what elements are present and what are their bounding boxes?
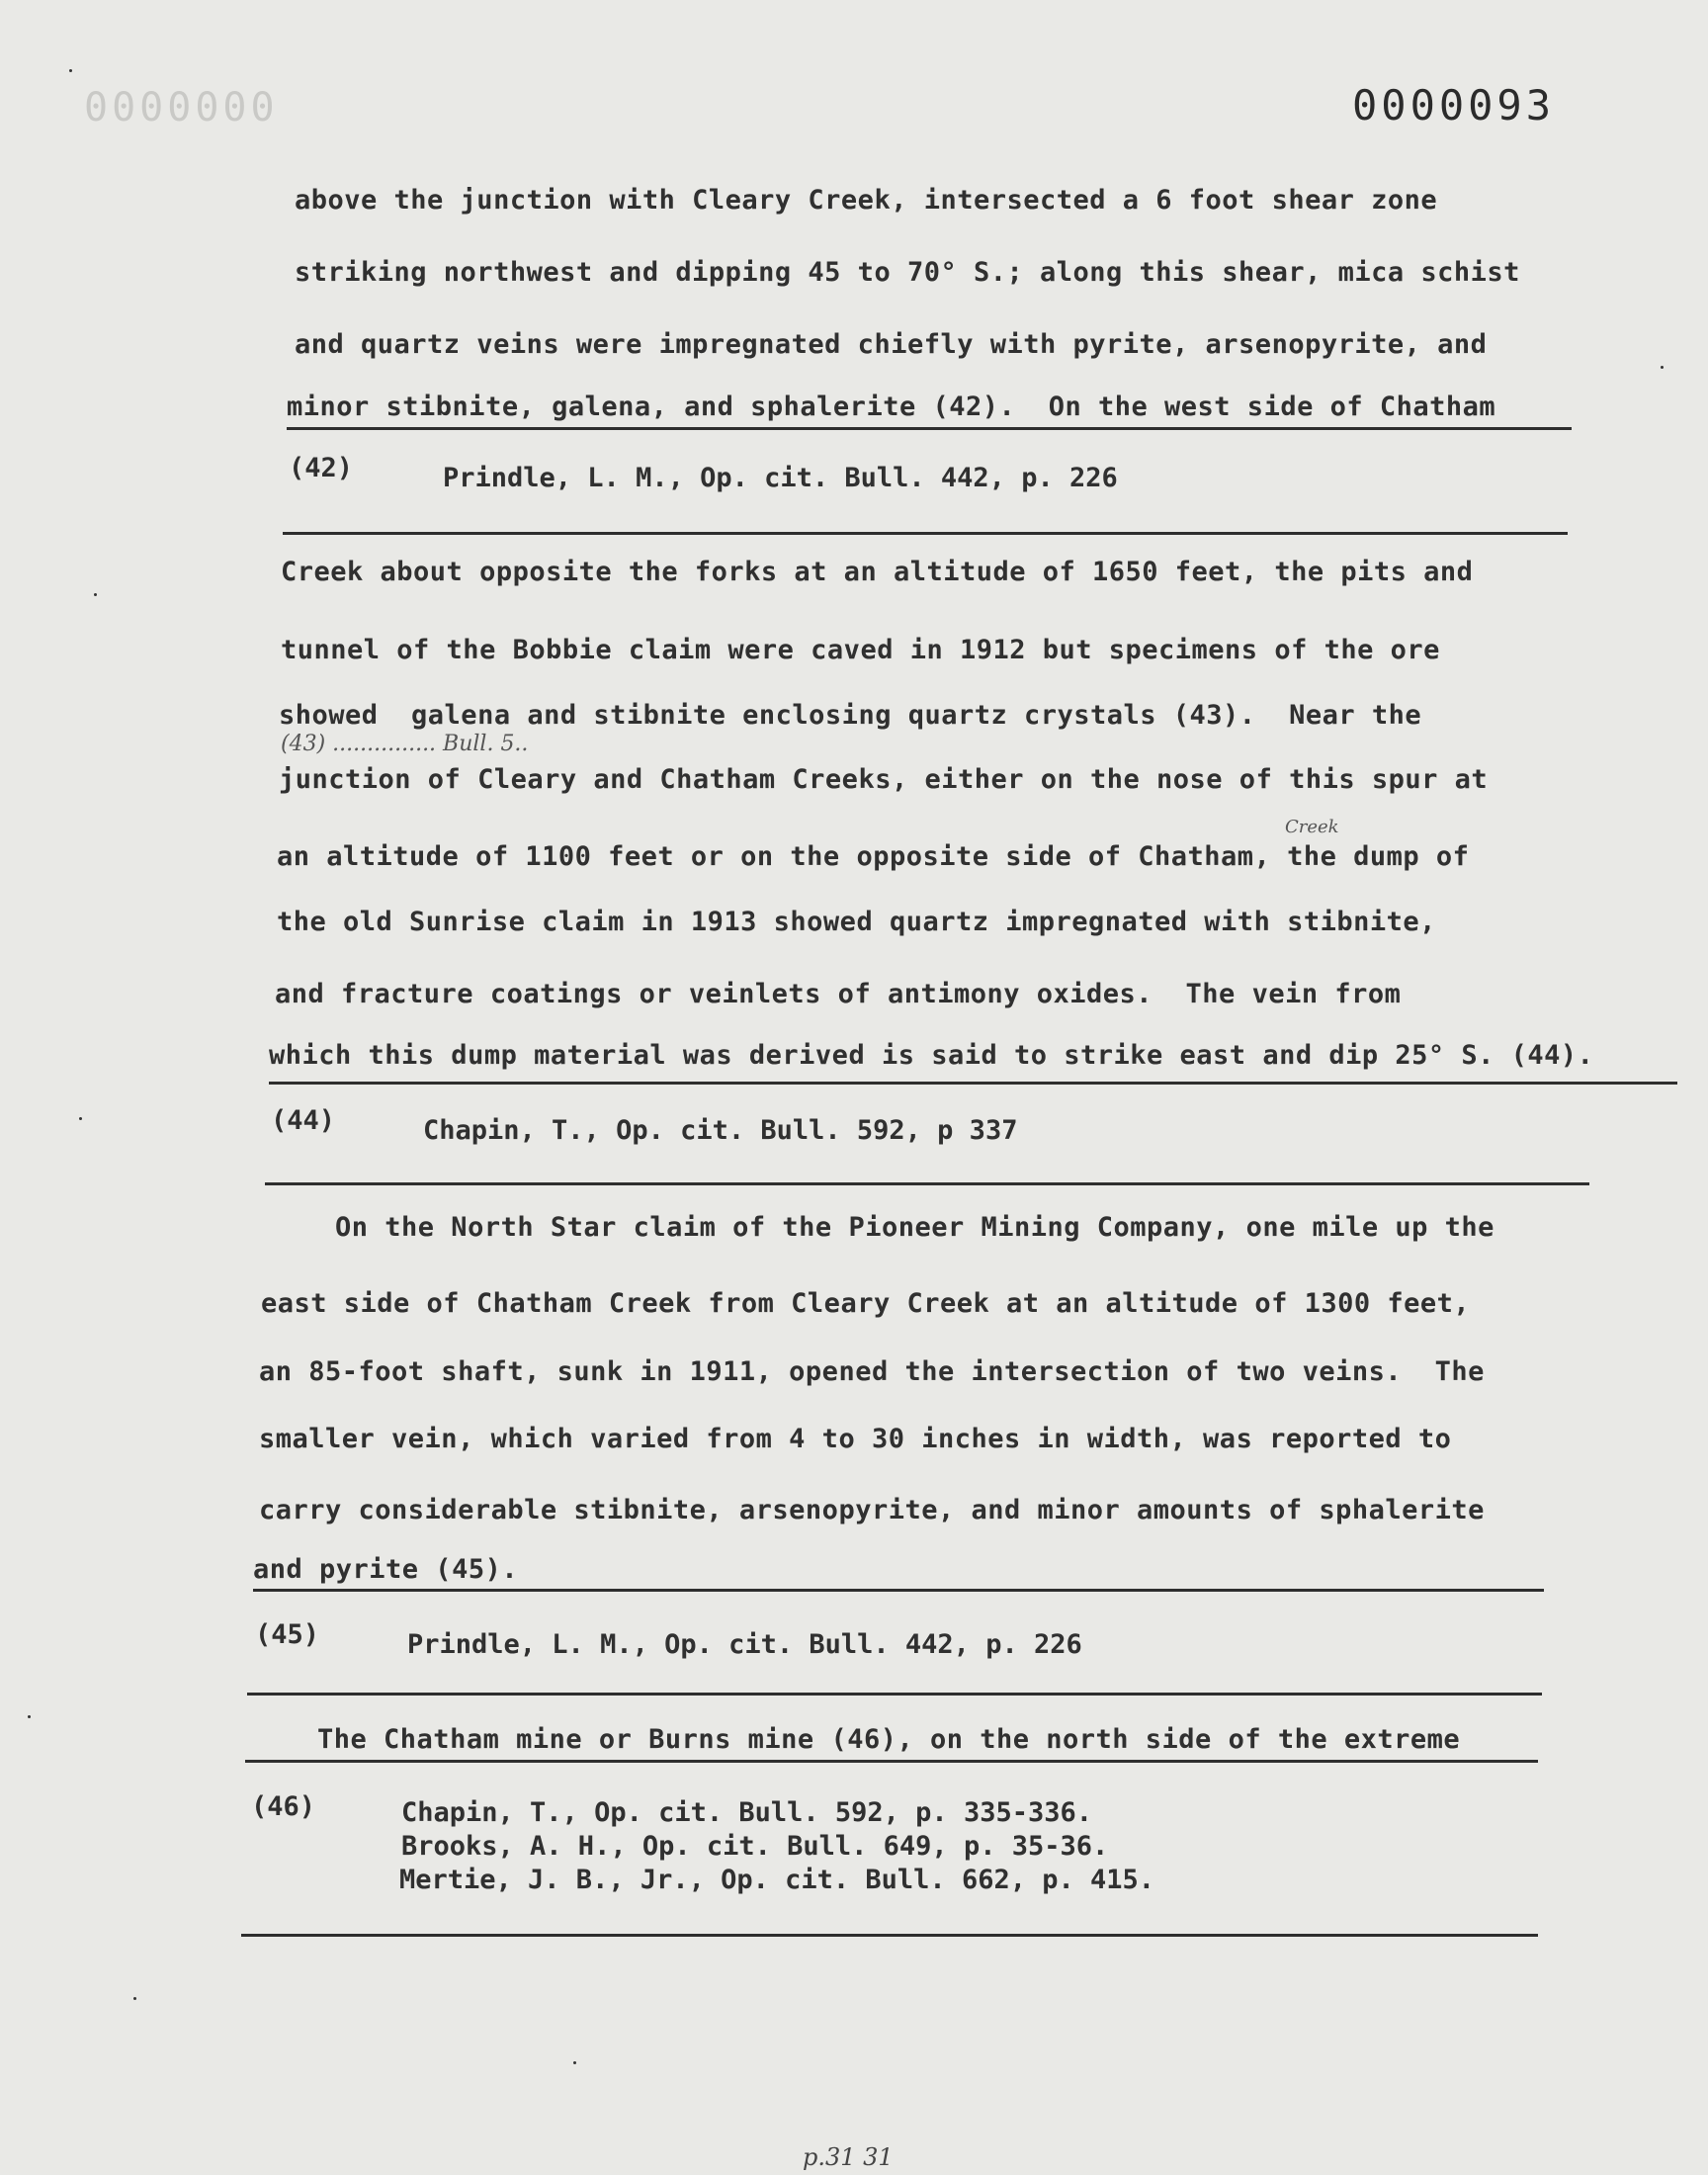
body-line: On the North Star claim of the Pioneer Mining Company, one mile up the bbox=[269, 1212, 1494, 1243]
footnote-rule bbox=[241, 1934, 1538, 1937]
footnote-text: Prindle, L. M., Op. cit. Bull. 442, p. 226 bbox=[443, 463, 1118, 493]
page-number: p.31 31 bbox=[803, 2143, 894, 2171]
body-line: and fracture coatings or veinlets of antimony oxides. The vein from bbox=[275, 979, 1402, 1009]
body-line: and pyrite (45). bbox=[253, 1554, 519, 1585]
body-line: tunnel of the Bobbie claim were caved in 1912 but specimens of the ore bbox=[281, 635, 1440, 665]
body-line: an 85-foot shaft, sunk in 1911, opened the intersection of two veins. The bbox=[259, 1356, 1485, 1387]
footnote-text: Mertie, J. B., Jr., Op. cit. Bull. 662, p. 415. bbox=[399, 1865, 1155, 1895]
body-line: minor stibnite, galena, and sphalerite (42). On the west side of Chatham bbox=[287, 392, 1496, 422]
speck bbox=[1661, 366, 1664, 369]
body-line: showed galena and stibnite enclosing quartz crystals (43). Near the bbox=[279, 700, 1422, 731]
footnote-number: (45) bbox=[255, 1619, 320, 1650]
body-line: and quartz veins were impregnated chiefly with pyrite, arsenopyrite, and bbox=[295, 329, 1488, 360]
body-line: the old Sunrise claim in 1913 showed quartz impregnated with stibnite, bbox=[277, 907, 1436, 937]
footnote-rule bbox=[253, 1589, 1544, 1592]
footnote-text: Chapin, T., Op. cit. Bull. 592, p 337 bbox=[423, 1115, 1018, 1146]
body-line: an altitude of 1100 feet or on the opposite side of Chatham, the dump of bbox=[277, 841, 1470, 872]
handwritten-note: (43) ............... Bull. 5.. bbox=[281, 732, 529, 756]
speck bbox=[28, 1715, 31, 1718]
body-line: above the junction with Cleary Creek, intersected a 6 foot shear zone bbox=[295, 185, 1438, 216]
speck bbox=[69, 69, 72, 72]
body-line: striking northwest and dipping 45 to 70° S.; along this shear, mica schist bbox=[295, 257, 1520, 288]
body-line: Creek about opposite the forks at an altitude of 1650 feet, the pits and bbox=[281, 557, 1474, 587]
body-line: The Chatham mine or Burns mine (46), on the north side of the extreme bbox=[251, 1724, 1461, 1755]
footnote-rule bbox=[247, 1693, 1542, 1696]
footnote-text: Brooks, A. H., Op. cit. Bull. 649, p. 35-36. bbox=[401, 1831, 1109, 1862]
footnote-number: (46) bbox=[251, 1791, 316, 1822]
handwritten-insert: Creek bbox=[1285, 817, 1339, 837]
body-line: carry considerable stibnite, arsenopyrite, and minor amounts of sphalerite bbox=[259, 1495, 1485, 1525]
footnote-number: (44) bbox=[271, 1105, 336, 1136]
footnote-rule bbox=[287, 427, 1572, 430]
speck bbox=[79, 1117, 82, 1120]
speck bbox=[133, 1997, 136, 2000]
body-line: which this dump material was derived is said to strike east and dip 25° S. (44). bbox=[269, 1040, 1594, 1071]
ghost-doc-number: 0000000 bbox=[84, 85, 279, 130]
document-number: 0000093 bbox=[1352, 81, 1556, 130]
body-line: east side of Chatham Creek from Cleary Creek at an altitude of 1300 feet, bbox=[261, 1288, 1471, 1319]
footnote-rule bbox=[269, 1082, 1677, 1085]
footnote-rule bbox=[265, 1182, 1589, 1185]
speck bbox=[94, 593, 97, 596]
body-line: smaller vein, which varied from 4 to 30 inches in width, was reported to bbox=[259, 1424, 1452, 1454]
footnote-rule bbox=[245, 1760, 1538, 1763]
footnote-rule bbox=[283, 532, 1568, 535]
body-line: junction of Cleary and Chatham Creeks, either on the nose of this spur at bbox=[279, 764, 1489, 795]
speck bbox=[573, 2061, 576, 2064]
footnote-text: Chapin, T., Op. cit. Bull. 592, p. 335-336. bbox=[401, 1797, 1092, 1828]
footnote-number: (42) bbox=[289, 453, 354, 483]
footnote-text: Prindle, L. M., Op. cit. Bull. 442, p. 226 bbox=[407, 1629, 1082, 1660]
